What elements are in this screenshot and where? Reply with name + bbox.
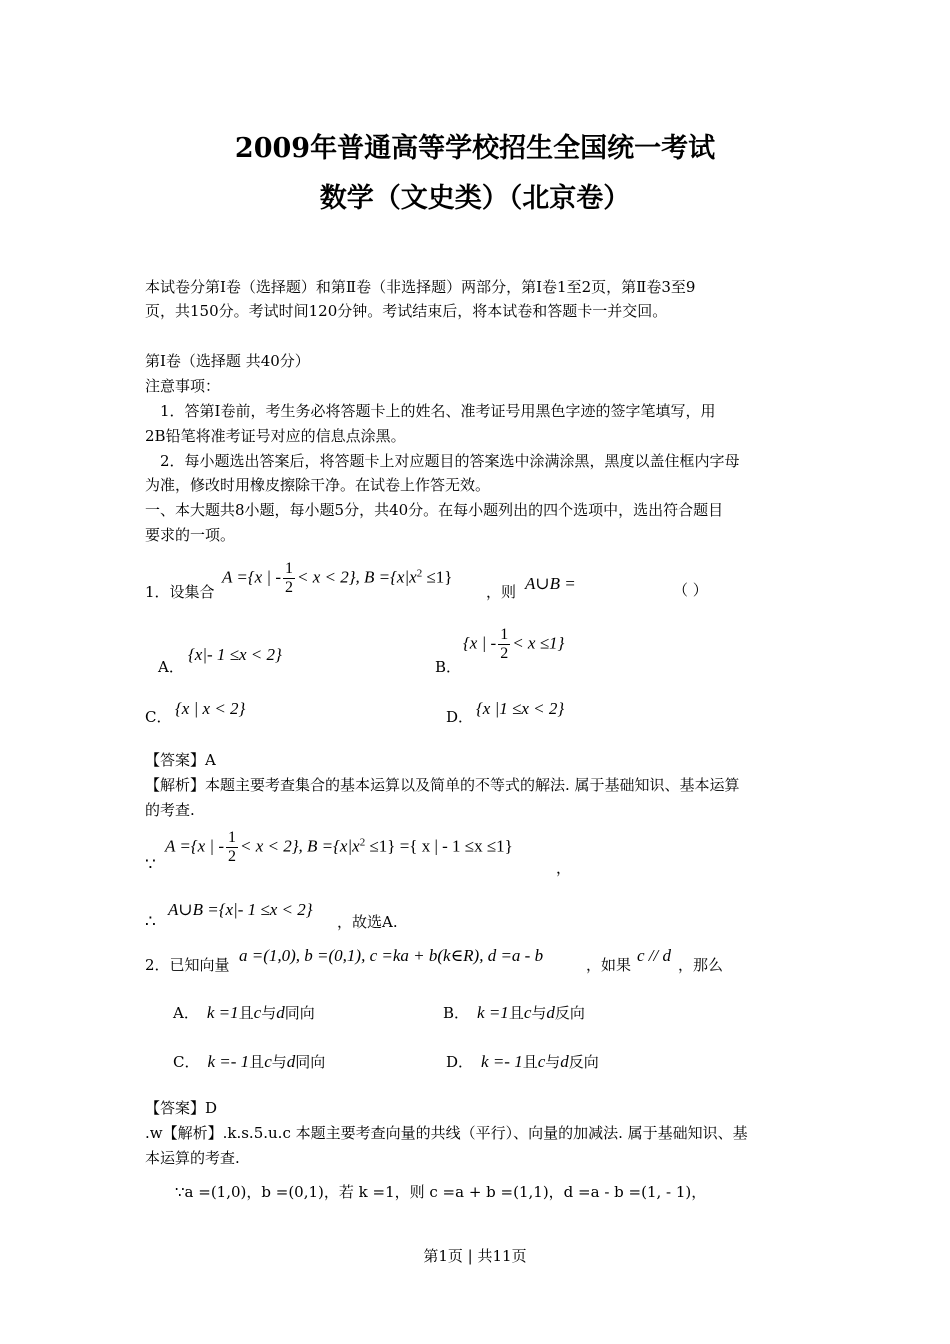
q1-choose: ，故选A. <box>337 913 398 931</box>
q2-solution-line: ∵a =(1,0)，b =(0,1)，若 k =1，则 c =a + b =(1,1)，d =a - b =(1, - 1)， <box>175 1183 707 1201</box>
note-2-line-2: 为准，修改时用橡皮擦除干净。在试卷上作答无效。 <box>145 476 491 494</box>
intro-line-1: 本试卷分第Ⅰ卷（选择题）和第Ⅱ卷（非选择题）两部分，第Ⅰ卷1至2页，第Ⅱ卷3至9 <box>145 278 696 296</box>
note-1-line-1: 1．答第Ⅰ卷前，考生务必将答题卡上的姓名、准考证号用黑色字迹的签字笔填写，用 <box>160 402 716 420</box>
page-footer: 第1页 | 共11页 <box>423 1247 527 1265</box>
section-line-1: 一、本大题共8小题，每小题5分，共40分。在每小题列出的四个选项中，选出符合题目 <box>145 501 724 519</box>
q1-union: A∪B = <box>525 574 576 593</box>
q2-parallel: c // d <box>637 946 671 965</box>
q1-option-b-label: B． <box>435 658 462 676</box>
because-symbol: ∵ <box>145 855 156 875</box>
q2-analysis-line-1: .w【解析】.k.s.5.u.c 本题主要考查向量的共线（平行）、向量的加减法. 属于基础知识、基 <box>145 1124 748 1142</box>
q2-then: ，那么 <box>678 956 724 974</box>
q2-option-b: B． k =1且c与d反向 <box>443 1003 585 1022</box>
q2-prefix: 2．已知向量 <box>145 956 230 974</box>
q1-option-a-expr: {x|- 1 ≤x < 2} <box>188 645 282 664</box>
q2-option-a: A． k =1且c与d同向 <box>173 1003 315 1022</box>
section-line-2: 要求的一项。 <box>145 526 236 544</box>
q1-option-b-expr: {x | - $\frac{1}{2}$ < x ≤1} <box>463 626 565 662</box>
q1-analysis-line-1: 【解析】本题主要考查集合的基本运算以及简单的不等式的解法. 属于基础知识、基本运算 <box>145 776 740 794</box>
q1-answer-paren: （ ） <box>673 581 708 599</box>
q2-option-c: C． k =- 1且c与d同向 <box>173 1052 326 1071</box>
page-title: 2009年普通高等学校招生全国统一考试 <box>234 133 716 164</box>
q1-then: ，则 <box>486 583 517 601</box>
q1-answer: 【答案】A <box>145 751 216 769</box>
q1-solution-comma: ， <box>556 859 572 877</box>
q1-set-definition: A ={x | - $\frac{1}{2}$ < x < 2}, $B =\{x|x^2 \le 1\}$ <box>222 560 453 596</box>
q1-option-d-label: D． <box>446 708 474 726</box>
intro-line-2: 页，共150分。考试时间120分钟。考试结束后，将本试卷和答题卡一并交回。 <box>145 302 668 320</box>
q1-option-c-label: C． <box>145 708 172 726</box>
q1-solution-union: A∪B ={x|- 1 ≤x < 2} <box>168 900 313 919</box>
part1-heading: 第Ⅰ卷（选择题 共40分） <box>145 352 310 370</box>
therefore-symbol: ∴ <box>145 912 156 932</box>
q1-option-a-label: A． <box>158 658 184 676</box>
q2-vectors: a =(1,0), b =(0,1), c =ka + b(k∈R), d =a - b <box>239 946 544 965</box>
q2-option-d: D． k =- 1且c与d反向 <box>446 1052 599 1071</box>
q1-analysis-line-2: 的考查. <box>145 801 195 819</box>
page-subtitle: 数学（文史类）（北京卷） <box>319 183 631 214</box>
note-1-line-2: 2B铅笔将准考证号对应的信息点涂黑。 <box>145 427 406 445</box>
notice-heading: 注意事项： <box>145 377 221 395</box>
q1-option-d-expr: {x |1 ≤x < 2} <box>476 699 565 718</box>
q2-analysis-line-2: 本运算的考查. <box>145 1149 240 1167</box>
q2-if: ，如果 <box>586 956 632 974</box>
note-2-line-1: 2．每小题选出答案后，将答题卡上对应题目的答案选中涂满涂黑，黑度以盖住框内字母 <box>160 452 740 470</box>
q2-answer: 【答案】D <box>145 1099 218 1117</box>
q1-fraction: $\frac{1}{2}$ <box>284 560 293 596</box>
q1-option-c-expr: {x | x < 2} <box>175 699 246 718</box>
q1-solution-line: A ={x | - $\frac{1}{2}$ < x < 2}, $B =\{x|x^2 \le 1\}$ ={ x | - 1 ≤x ≤1} <box>165 829 513 865</box>
q1-prefix: 1．设集合 <box>145 583 215 601</box>
